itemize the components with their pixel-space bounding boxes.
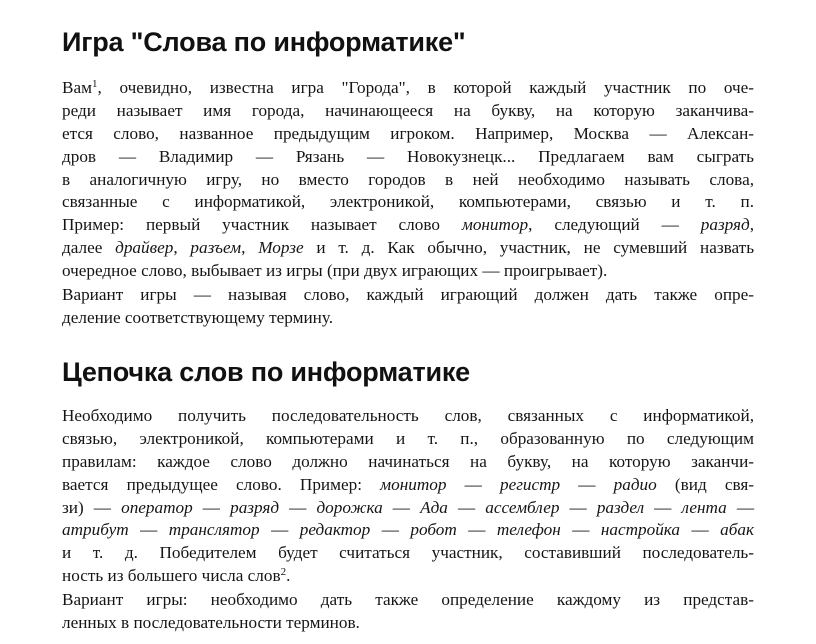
text-line: правилам: каждое слово должно начинаться на букву, на которую заканчи- [62, 451, 754, 471]
paragraph-chain-variant [62, 589, 754, 635]
text-line: Пример: первый участник называет слово монитор, следующий — разряд, [62, 215, 754, 235]
text-line: в аналогичную игру, но вместо городов в ней необходимо называть слова, [62, 169, 754, 189]
text-line: и т. д. Победителем будет считаться участник, составивший последователь- [62, 543, 754, 563]
section-title-words-game: Игра "Слова по информатике" [62, 27, 466, 57]
text-line: дров — Владимир — Рязань — Новокузнецк... Предлагаем вам сыграть [62, 146, 754, 166]
text-line: Вариант игры — называя слово, каждый играющий должен дать также опре- [62, 285, 754, 304]
text-line: вается предыдущее слово. Пример: монитор — регистр — радио (вид свя- [62, 474, 755, 494]
text-line: атрибут — транслятор — редактор — робот — телефон — настройка — абак [62, 520, 755, 540]
paragraph-game-variant [62, 284, 754, 330]
paragraph-game-description [62, 77, 754, 283]
text-line: зи) — оператор — разряд — дорожка — Ада — ассемблер — раздел — лента — [62, 497, 755, 517]
text-line: очередное слово, выбывает из игры (при двух играющих — проигрывает). [62, 261, 608, 281]
text-line: связанные с информатикой, электроникой, компьютерами, связью и т. п. [62, 192, 754, 212]
paragraph-chain-description [62, 405, 754, 588]
text-line: Вам$^1$, очевидно, известна игра "Города", в которой каждый участник по оче- [62, 78, 754, 97]
text-line: далее драйвер, разъем, Морзе и т. д. Как обычно, участник, не сумевший назвать [62, 238, 755, 258]
text-line: деление соответствующему термину. [62, 307, 334, 327]
text-line: Необходимо получить последовательность слов, связанных с информатикой, [62, 406, 754, 425]
section-title-word-chain: Цепочка слов по информатике [62, 357, 470, 387]
text-line: связью, электроникой, компьютерами и т. п., образованную по следующим [62, 428, 754, 448]
text-line: ется слово, названное предыдущим игроком. Например, Москва — Алексан- [62, 123, 754, 143]
text-line: Вариант игры: необходимо дать также определение каждому из представ- [62, 590, 754, 609]
text-line: реди называет имя города, начинающееся на букву, на которую заканчива- [62, 100, 754, 120]
text-line: ность из большего числа слов$^2$. [62, 566, 291, 586]
text-line: ленных в последовательности терминов. [62, 612, 360, 632]
